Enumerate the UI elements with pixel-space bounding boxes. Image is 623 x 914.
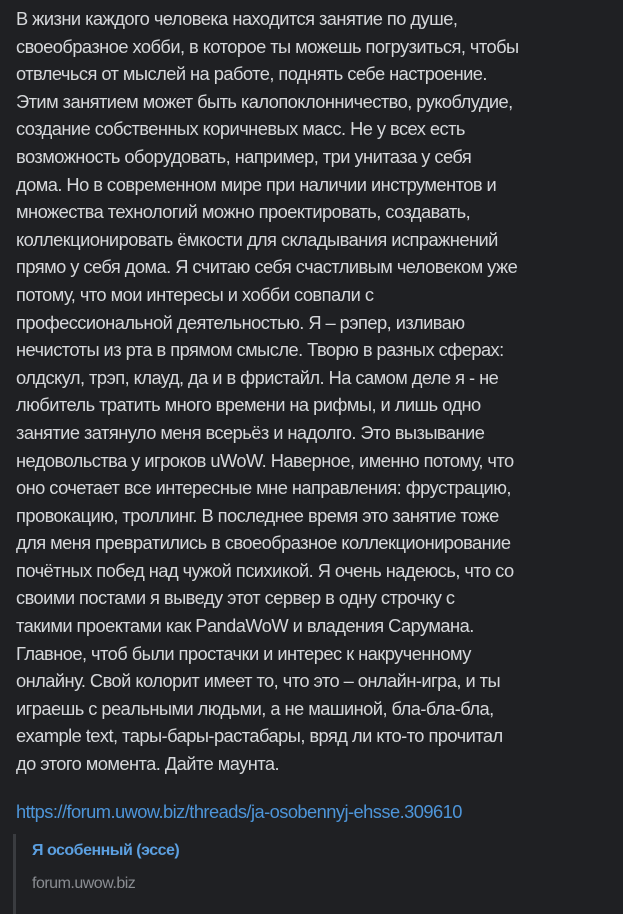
message-line: создание собственных коричневых масс. Не у всех есть: [16, 118, 465, 140]
message-line: до этого момента. Дайте маунта.: [16, 753, 280, 775]
message-line: В жизни каждого человека находится занятие по душе,: [16, 8, 458, 29]
message-line: недовольства у игроков uWoW. Наверное, именно потому, что: [16, 449, 514, 471]
message-line: потому, что мои интересы и хобби совпали с: [16, 283, 374, 305]
message-line: оно сочетает все интересные мне направления: фрустрацию,: [16, 477, 511, 499]
message-line: занятие затянуло меня всерьёз и надолго. Это вызывание: [16, 421, 485, 443]
message-line: множества технологий можно проектировать, создавать,: [16, 201, 471, 223]
message-line: олдскул, трэп, клауд, да и в фристайл. На самом деле я - не: [16, 366, 499, 388]
embed-title[interactable]: Я особенный (эссе): [32, 842, 180, 859]
message-line: нечистоты из рта в прямом смысле. Творю в разных сферах:: [16, 339, 504, 361]
message-line: своеобразное хобби, в которое ты можешь погрузиться, чтобы: [16, 35, 519, 57]
message-line: для меня превратились в своеобразное коллекционирование: [16, 532, 511, 554]
message-line: Этим занятием может быть калопоклонничество, рукоблудие,: [16, 90, 513, 112]
message-line: своими постами я выведу этот сервер в одну строчку с: [16, 587, 455, 609]
message-line: провокацию, троллинг. В последнее время это занятие тоже: [16, 504, 499, 526]
embed-site: forum.uwow.biz: [32, 875, 136, 892]
link-embed: [13, 834, 576, 914]
message-line: Главное, чтоб были простачки и интерес к накрученному: [16, 642, 471, 664]
message-line: отвлечься от мыслей на работе, поднять себе настроение.: [16, 63, 487, 85]
message-line: профессиональной деятельностью. Я – рэпер, изливаю: [16, 311, 465, 333]
message-line: прямо у себя дома. Я считаю себя счастливым человеком уже: [16, 256, 518, 278]
message-line: любитель тратить много времени на рифмы, и лишь одно: [16, 394, 481, 416]
message-line: дома. Но в современном мире при наличии инструментов и: [16, 173, 497, 195]
message-line: играешь с реальными людьми, а не машиной, бла-бла-бла,: [16, 697, 494, 719]
message-line: онлайну. Свой колорит имеет то, что это – онлайн-игра, и ты: [16, 670, 501, 692]
message-line: коллекционировать ёмкости для складывания испражнений: [16, 228, 498, 250]
message-line: почётных побед над чужой психикой. Я очень надеюсь, что со: [16, 559, 514, 581]
message-line: возможность оборудовать, например, три унитаза у себя: [16, 145, 472, 167]
thread-link[interactable]: https://forum.uwow.biz/threads/ja-osobennyj-ehsse.309610: [16, 801, 462, 822]
message-body: [16, 5, 616, 778]
message-line: такими проектами как PandaWoW и владения Сарумана.: [16, 615, 474, 637]
message-line: example text, тары-бары-растабары, вряд ли кто-то прочитал: [16, 725, 503, 747]
